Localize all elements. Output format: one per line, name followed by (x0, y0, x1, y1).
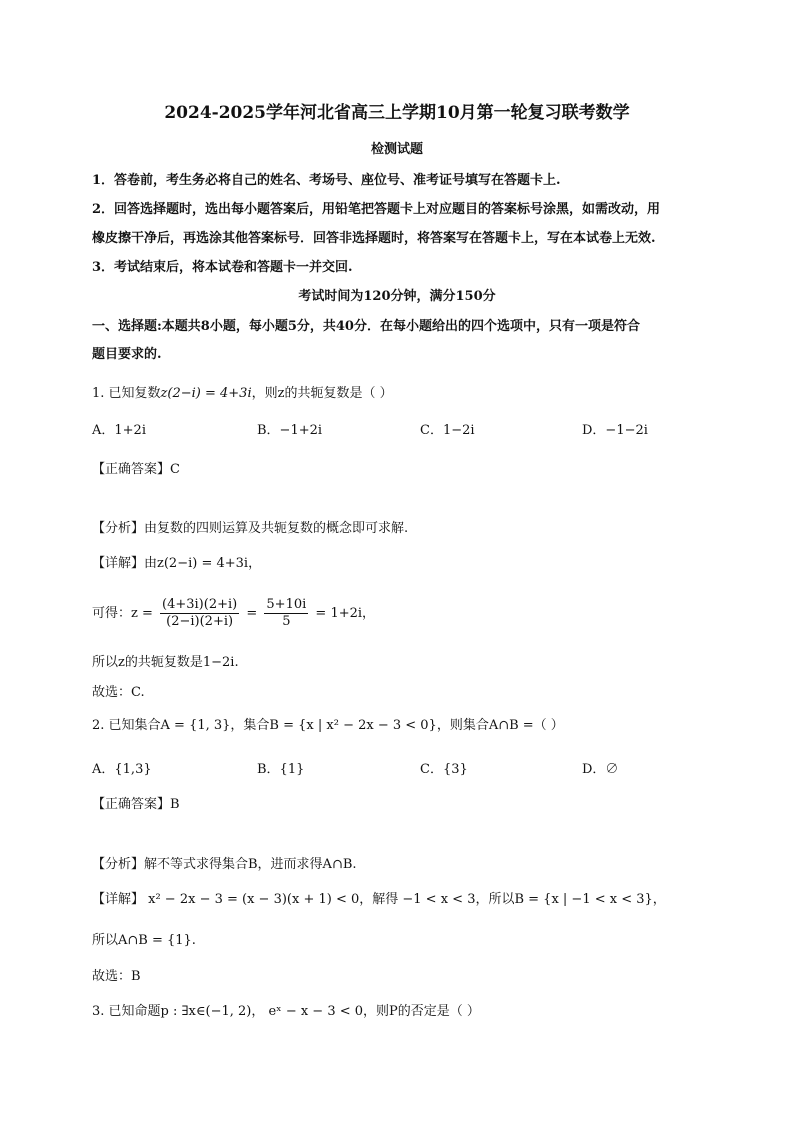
notice-line-4: 3．考试结束后，将本试卷和答题卡一并交回. (92, 260, 353, 275)
q2-option-b: B．{1} (257, 762, 305, 777)
q1-derivation (92, 596, 712, 632)
q1-stem-math: z(2−i) = 4+3i (160, 386, 252, 401)
q1-fraction-1 (160, 597, 239, 630)
notice-line-2: 2．回答选择题时，选出每小题答案后，用铅笔把答题卡上对应题目的答案标号涂黑，如需改动，用 (92, 202, 661, 217)
q2-option-a: A．{1,3} (92, 762, 152, 777)
section-title-line-2: 题目要求的. (92, 347, 162, 362)
q2-option-c: C．{3} (420, 762, 468, 777)
q2-stem: 2. 已知集合A = {1, 3}，集合B = {x | x² − 2x − 3 < 0}，则集合A∩B =（ ） (92, 718, 564, 733)
q1-fraction-2 (264, 597, 308, 630)
q1-stem-suffix: ，则z的共轭复数是（ ） (251, 386, 393, 401)
q1-answer: 【正确答案】C (92, 462, 180, 477)
q1-option-d: D．−1−2i (582, 423, 648, 438)
document-subtitle: 检测试题 (370, 142, 423, 157)
q1-option-b: B．−1+2i (257, 423, 323, 438)
document-title: 2024-2025学年河北省高三上学期10月第一轮复习联考数学 (164, 103, 630, 123)
q1-derive-suffix: = 1+2i， (315, 606, 376, 621)
q2-choose: 故选：B (92, 969, 141, 984)
q2-result: 所以A∩B = {1}. (92, 933, 196, 948)
q1-fraction-1-denominator: (2−i)(2+i) (166, 614, 234, 629)
q1-option-a: A．1+2i (92, 423, 146, 438)
notice-line-3: 橡皮擦干净后，再选涂其他答案标号．回答非选择题时，将答案写在答题卡上，写在本试卷上无效. (92, 231, 656, 246)
q1-detail: 【详解】由z(2−i) = 4+3i， (92, 556, 262, 571)
q2-analysis: 【分析】解不等式求得集合B，进而求得A∩B. (92, 857, 357, 872)
q1-fraction-2-denominator: 5 (282, 614, 291, 629)
q1-derive-prefix: 可得：z = (92, 606, 153, 621)
q1-conjugate: 所以z的共轭复数是1−2i. (92, 655, 239, 670)
section-title-line-1: 一、选择题:本题共8小题，每小题5分，共40分．在每小题给出的四个选项中，只有一项是符合 (92, 319, 640, 334)
q1-equals: = (246, 606, 258, 621)
q2-option-d: D．∅ (582, 762, 619, 777)
q1-stem-prefix: 1. 已知复数 (92, 386, 161, 401)
q1-fraction-2-numerator: 5+10i (266, 597, 307, 612)
q3-stem: 3. 已知命题p : ∃x∈(−1, 2)， eˣ − x − 3 < 0，则P的否定是（ ） (92, 1004, 480, 1019)
notice-line-1: 1．答卷前，考生务必将自己的姓名、考场号、座位号、准考证号填写在答题卡上. (92, 173, 561, 188)
q1-choose: 故选：C. (92, 685, 145, 700)
q2-answer: 【正确答案】B (92, 797, 180, 812)
q2-detail: 【详解】 x² − 2x − 3 = (x − 3)(x + 1) < 0，解得 −1 < x < 3，所以B = {x | −1 < x < 3}， (92, 892, 666, 907)
q1-option-c: C．1−2i (420, 423, 475, 438)
exam-info: 考试时间为120分钟，满分150分 (298, 289, 496, 304)
q1-analysis: 【分析】由复数的四则运算及共轭复数的概念即可求解. (92, 521, 409, 536)
q1-fraction-1-numerator: (4+3i)(2+i) (162, 597, 238, 612)
q1-stem (92, 385, 712, 403)
